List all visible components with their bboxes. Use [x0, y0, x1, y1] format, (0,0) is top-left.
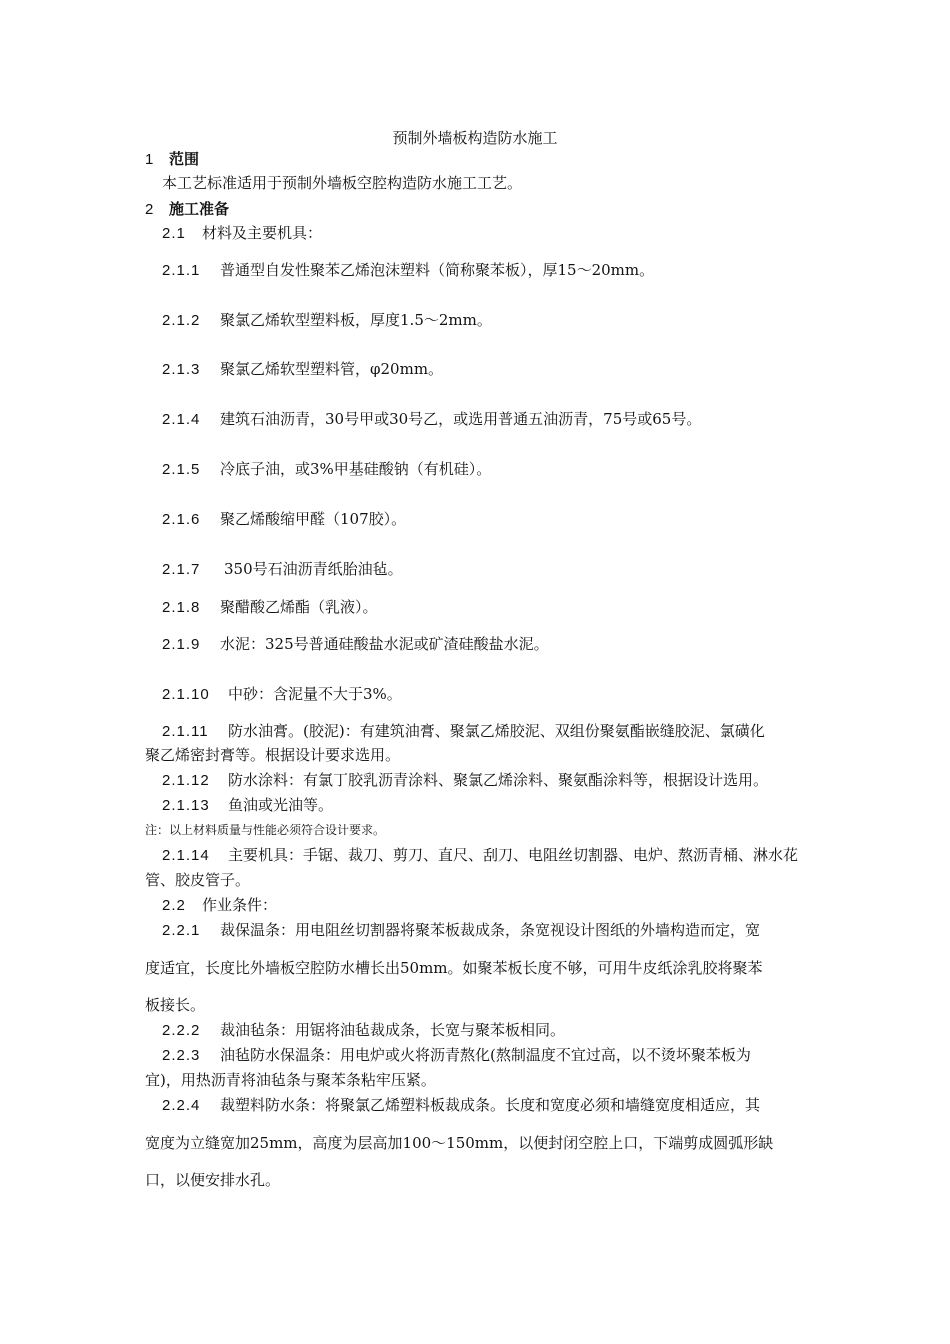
work-condition-2-2-1 — [162, 920, 760, 941]
item-number: 2.2.1 — [162, 922, 201, 939]
item-text: 防水油膏。(胶泥)：有建筑油膏、聚氯乙烯胶泥、双组份聚氨酯嵌缝胶泥、氯磺化 — [228, 722, 765, 740]
item-number: 2.1.6 — [162, 511, 201, 528]
section-number: 2 — [145, 201, 154, 218]
scope-paragraph: 本工艺标准适用于预制外墙板空腔构造防水施工工艺。 — [162, 174, 523, 192]
item-text: 水泥：325号普通硅酸盐水泥或矿渣硅酸盐水泥。 — [220, 635, 549, 653]
item-number: 2.1.5 — [162, 461, 201, 478]
item-number: 2.1.13 — [162, 797, 210, 814]
section-heading-1 — [145, 149, 199, 170]
item-number: 2.1.12 — [162, 772, 210, 789]
material-item-2-1-12 — [162, 770, 768, 791]
item-number: 2.1.4 — [162, 411, 201, 428]
work-condition-2-2-4 — [162, 1095, 760, 1116]
item-number: 2.1.11 — [162, 723, 209, 740]
item-number: 2.1.3 — [162, 361, 201, 378]
item-number: 2.2.4 — [162, 1097, 201, 1114]
material-item-2-1-11 — [162, 721, 765, 742]
item-text-continuation: 度适宜，长度比外墙板空腔防水槽长出50mm。如聚苯板长度不够，可用牛皮纸涂乳胶将聚苯 — [145, 959, 763, 977]
item-text: 冷底子油，或3%甲基硅酸钠（有机硅）。 — [220, 460, 492, 478]
item-text: 主要机具：手锯、裁刀、剪刀、直尺、刮刀、电阻丝切割器、电炉、熬沥青桶、淋水花 — [228, 846, 799, 864]
subsection-2-1 — [162, 223, 322, 244]
item-number: 2.2.2 — [162, 1022, 201, 1039]
item-text: 350号石油沥青纸胎油毡。 — [224, 560, 403, 578]
item-number: 2.1.10 — [162, 686, 210, 703]
material-item-2-1-14 — [162, 845, 798, 866]
item-text: 聚乙烯酸缩甲醛（107胶）。 — [220, 510, 407, 528]
item-text: 聚氯乙烯软型塑料管，φ20mm。 — [220, 360, 444, 378]
item-text: 聚氯乙烯软型塑料板，厚度1.5～2mm。 — [220, 311, 492, 329]
section-title: 范围 — [169, 150, 200, 168]
item-text-continuation: 板接长。 — [145, 996, 206, 1014]
materials-note: 注：以上材料质量与性能必须符合设计要求。 — [145, 823, 386, 837]
item-text: 鱼油或光油等。 — [228, 796, 334, 814]
item-number: 2.1.1 — [162, 262, 201, 279]
item-text: 作业条件： — [202, 896, 278, 914]
item-number: 2.1.14 — [162, 847, 210, 864]
item-number: 2.1.9 — [162, 636, 201, 653]
section-heading-2 — [145, 199, 229, 220]
section-title: 施工准备 — [169, 200, 230, 218]
page-title: 预制外墙板构造防水施工 — [392, 129, 558, 147]
section-number: 1 — [145, 151, 154, 168]
item-text: 普通型自发性聚苯乙烯泡沫塑料（简称聚苯板），厚15～20mm。 — [220, 261, 655, 279]
item-text: 裁塑料防水条：将聚氯乙烯塑料板裁成条。长度和宽度必须和墙缝宽度相适应，其 — [220, 1096, 761, 1114]
material-item — [162, 597, 378, 618]
material-item — [162, 509, 406, 530]
item-text: 裁保温条：用电阻丝切割器将聚苯板裁成条，条宽视设计图纸的外墙构造而定，宽 — [220, 921, 761, 939]
material-item — [162, 559, 403, 580]
item-text: 油毡防水保温条：用电炉或火将沥青熬化(熬制温度不宜过高，以不烫坏聚苯板为 — [220, 1046, 751, 1064]
material-item — [162, 310, 492, 331]
subsection-2-2 — [162, 895, 277, 916]
item-text: 材料及主要机具： — [202, 224, 323, 242]
material-item — [162, 459, 491, 480]
material-item — [162, 359, 443, 380]
material-item — [162, 634, 549, 655]
item-text-continuation: 聚乙烯密封膏等。根据设计要求选用。 — [145, 746, 401, 764]
material-item — [162, 409, 701, 430]
item-number: 2.2.3 — [162, 1047, 201, 1064]
item-number: 2.1.2 — [162, 312, 201, 329]
item-text: 聚醋酸乙烯酯（乳液）。 — [220, 598, 378, 616]
item-text: 防水涂料：有氯丁胶乳沥青涂料、聚氯乙烯涂料、聚氨酯涂料等，根据设计选用。 — [228, 771, 769, 789]
item-text-continuation: 宽度为立缝宽加25mm，高度为层高加100～150mm，以便封闭空腔上口，下端剪成圆弧形缺 — [145, 1134, 774, 1152]
material-item — [162, 684, 402, 705]
material-item-2-1-13 — [162, 795, 333, 816]
item-number: 2.1.7 — [162, 561, 201, 578]
item-text: 建筑石油沥青，30号甲或30号乙，或选用普通五油沥青，75号或65号。 — [220, 410, 702, 428]
item-number: 2.1.8 — [162, 599, 201, 616]
work-condition-2-2-3 — [162, 1045, 751, 1066]
item-text-continuation: 管、胶皮管子。 — [145, 871, 251, 889]
item-text: 中砂：含泥量不大于3%。 — [228, 685, 402, 703]
item-number: 2.2 — [162, 897, 186, 914]
item-text-continuation: 宜)，用热沥青将油毡条与聚苯条粘牢压紧。 — [145, 1071, 436, 1089]
item-text-continuation: 口，以便安排水孔。 — [145, 1171, 281, 1189]
work-condition-2-2-2 — [162, 1020, 565, 1041]
material-item — [162, 260, 654, 281]
item-number: 2.1 — [162, 225, 186, 242]
item-text: 裁油毡条：用锯将油毡裁成条，长宽与聚苯板相同。 — [220, 1021, 566, 1039]
